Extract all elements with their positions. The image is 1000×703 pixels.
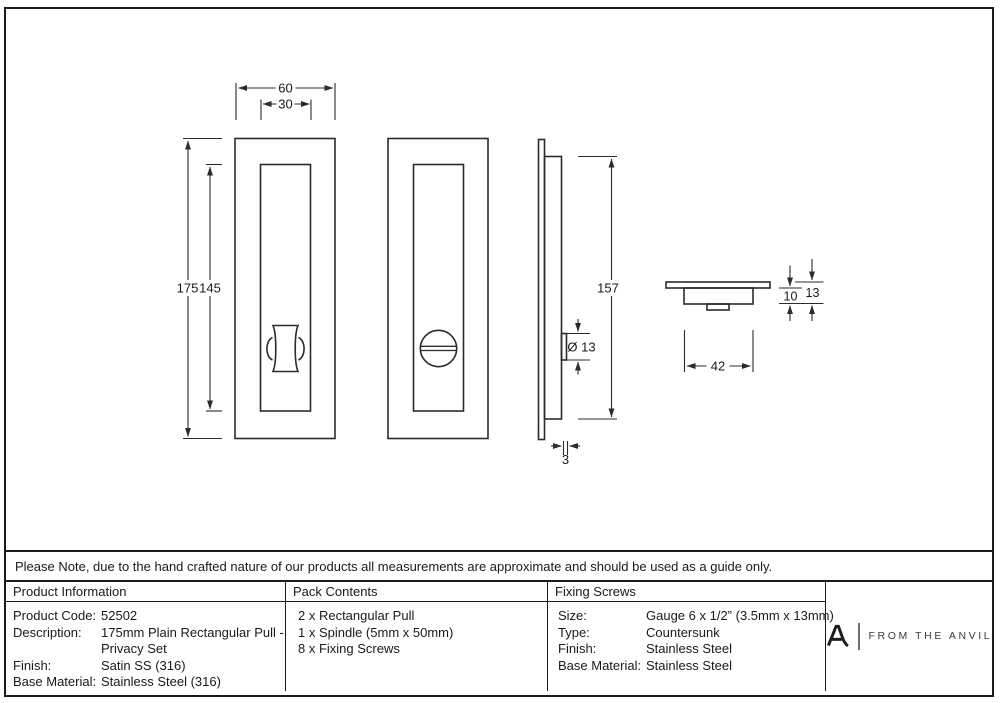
list-item: 8 x Fixing Screws — [298, 641, 400, 656]
thumbturn-icon — [267, 326, 304, 372]
table-row — [558, 625, 825, 642]
row-label: Base Material: — [13, 674, 97, 689]
pull-outer-plate — [235, 139, 335, 439]
row-value: Satin SS (316) — [101, 657, 186, 673]
dim-top-width: 42 — [710, 358, 726, 374]
dim-front-height-outer: 175 — [176, 280, 199, 296]
dim-front-width-outer: 60 — [278, 80, 293, 96]
measurement-note-text: Please Note, due to the hand crafted nature of our products all measurements are approximate and should be used as a guide only. — [15, 558, 773, 574]
header-product-information: Product Information — [6, 582, 286, 602]
row-label — [13, 641, 101, 658]
top-flange — [666, 282, 770, 288]
pack-contents-cell — [286, 602, 548, 691]
sheet-border — [4, 7, 994, 697]
pull-recess — [261, 165, 311, 412]
list-item: 2 x Rectangular Pull — [298, 608, 415, 623]
row-value: Gauge 6 x 1/2” (3.5mm x 13mm) — [646, 608, 834, 623]
table-row — [13, 608, 285, 625]
table-row — [558, 608, 834, 625]
product-info-table — [6, 582, 992, 691]
row-label: Finish: — [558, 641, 597, 656]
side-body — [545, 157, 562, 420]
row-label: Description: — [13, 624, 82, 640]
coin-turn-icon — [420, 330, 456, 366]
table-row — [13, 625, 285, 642]
row-label: Size: — [558, 608, 587, 623]
side-flange — [539, 140, 545, 440]
technical-drawing-svg — [6, 9, 992, 550]
row-label: Base Material: — [558, 657, 642, 673]
table-row — [13, 641, 285, 658]
top-tab — [707, 304, 729, 310]
dim-side-height: 157 — [597, 280, 619, 296]
pull-recess-2 — [414, 165, 464, 412]
list-item: 1 x Spindle (5mm x 50mm) — [298, 624, 454, 640]
front-view-cointurn-outline — [388, 139, 488, 439]
front-view-thumbturn-outline — [235, 139, 335, 439]
top-body — [684, 288, 753, 304]
product-information-cell — [6, 602, 286, 691]
table-row — [13, 674, 285, 691]
dim-front-width-inner: 30 — [278, 96, 293, 112]
row-value: 175mm Plain Rectangular Pull - — [101, 624, 284, 640]
dimension-text-masks — [174, 81, 730, 374]
dim-top-depth-total: 13 — [805, 286, 820, 300]
anvil-a-logo-icon — [826, 624, 849, 648]
top-view-outline — [666, 282, 770, 310]
brand-logo-cell — [826, 582, 992, 691]
spindle-boss — [562, 334, 567, 361]
dim-plate-thickness: 3 — [561, 452, 570, 467]
table-row — [13, 658, 285, 675]
row-value: 52502 — [101, 608, 138, 623]
table-row — [558, 641, 825, 658]
measurement-note-bar — [6, 552, 992, 582]
row-value: Stainless Steel — [646, 641, 732, 656]
row-label: Product Code: — [13, 608, 97, 623]
row-label: Finish: — [13, 657, 52, 673]
header-pack-contents: Pack Contents — [286, 582, 548, 602]
side-view-outline — [539, 140, 567, 440]
pull-outer-plate-2 — [388, 139, 488, 439]
logo-divider — [858, 623, 860, 650]
row-value: Countersunk — [646, 624, 720, 640]
row-label: Type: — [558, 624, 590, 640]
header-fixing-screws: Fixing Screws — [548, 582, 826, 602]
row-value: Stainless Steel — [646, 657, 732, 673]
technical-drawing-area — [6, 9, 992, 552]
table-row — [558, 658, 825, 675]
brand-name: FROM THE ANVIL — [868, 630, 993, 643]
row-value: Privacy Set — [101, 641, 167, 656]
dim-boss-diameter: Ø 13 — [567, 339, 596, 355]
row-value: Stainless Steel (316) — [101, 674, 221, 689]
dim-front-height-inner: 145 — [199, 280, 221, 296]
dim-top-depth-inner: 10 — [783, 289, 798, 304]
fixing-screws-cell — [548, 602, 834, 691]
